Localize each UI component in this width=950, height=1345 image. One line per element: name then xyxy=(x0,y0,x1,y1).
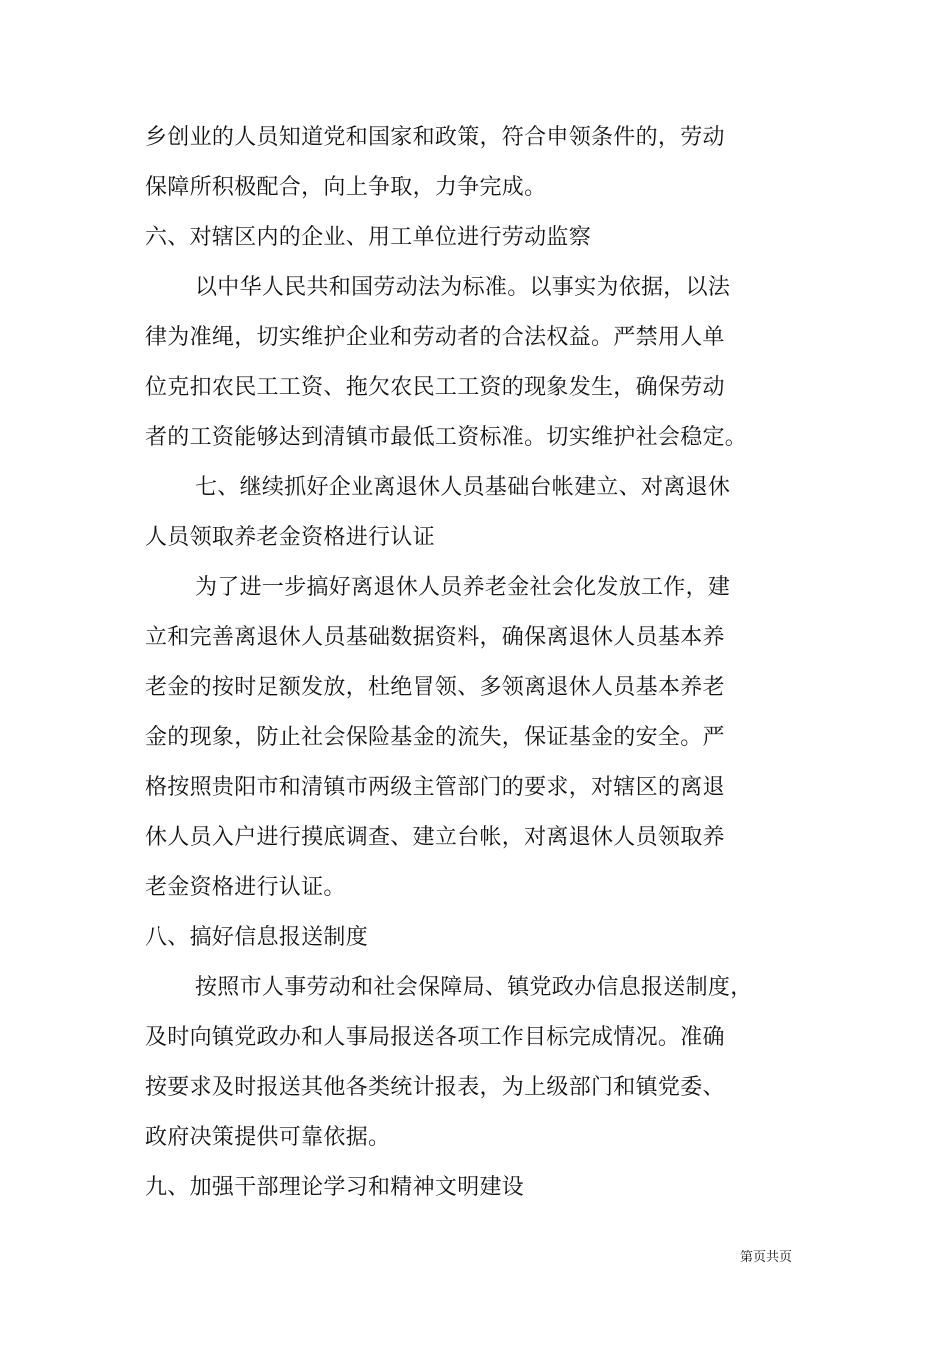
text-line: 老金资格进行认证。 xyxy=(145,875,346,900)
text-line: 以中华人民共和国劳动法为标准。以事实为依据，以法 xyxy=(195,275,731,300)
text-line: 律为准绳，切实维护企业和劳动者的合法权益。严禁用人单 xyxy=(145,325,725,350)
document-body xyxy=(145,113,765,1213)
text-line: 九、加强干部理论学习和精神文明建设 xyxy=(145,1175,525,1200)
text-line: 格按照贵阳市和清镇市两级主管部门的要求，对辖区的离退 xyxy=(145,775,725,800)
text-line: 休人员入户进行摸底调查、建立台帐，对离退休人员领取养 xyxy=(145,825,725,850)
text-line: 政府决策提供可靠依据。 xyxy=(145,1125,391,1150)
text-line: 保障所积极配合，向上争取，力争完成。 xyxy=(145,175,547,200)
text-line: 为了进一步搞好离退休人员养老金社会化发放工作，建 xyxy=(195,575,731,600)
text-line: 及时向镇党政办和人事局报送各项工作目标完成情况。准确 xyxy=(145,1025,725,1050)
text-line: 金的现象，防止社会保险基金的流失，保证基金的安全。严 xyxy=(145,725,725,750)
text-line: 八、搞好信息报送制度 xyxy=(145,925,369,950)
text-line: 人员领取养老金资格进行认证 xyxy=(145,525,435,550)
text-line: 位克扣农民工工资、拖欠农民工工资的现象发生，确保劳动 xyxy=(145,375,725,400)
text-line: 六、对辖区内的企业、用工单位进行劳动监察 xyxy=(145,225,592,250)
text-line: 七、继续抓好企业离退休人员基础台帐建立、对离退休 xyxy=(195,475,731,500)
text-line: 立和完善离退休人员基础数据资料，确保离退休人员基本养 xyxy=(145,625,725,650)
text-line: 按要求及时报送其他各类统计报表，为上级部门和镇党委、 xyxy=(145,1075,725,1100)
text-line: 按照市人事劳动和社会保障局、镇党政办信息报送制度， xyxy=(195,975,753,1000)
text-line: 者的工资能够达到清镇市最低工资标准。切实维护社会稳定。 xyxy=(145,425,748,450)
page-footer: 第页共页 xyxy=(740,1250,793,1265)
text-line: 乡创业的人员知道党和国家和政策，符合申领条件的，劳动 xyxy=(145,125,725,150)
text-line: 老金的按时足额发放，杜绝冒领、多领离退休人员基本养老 xyxy=(145,675,725,700)
